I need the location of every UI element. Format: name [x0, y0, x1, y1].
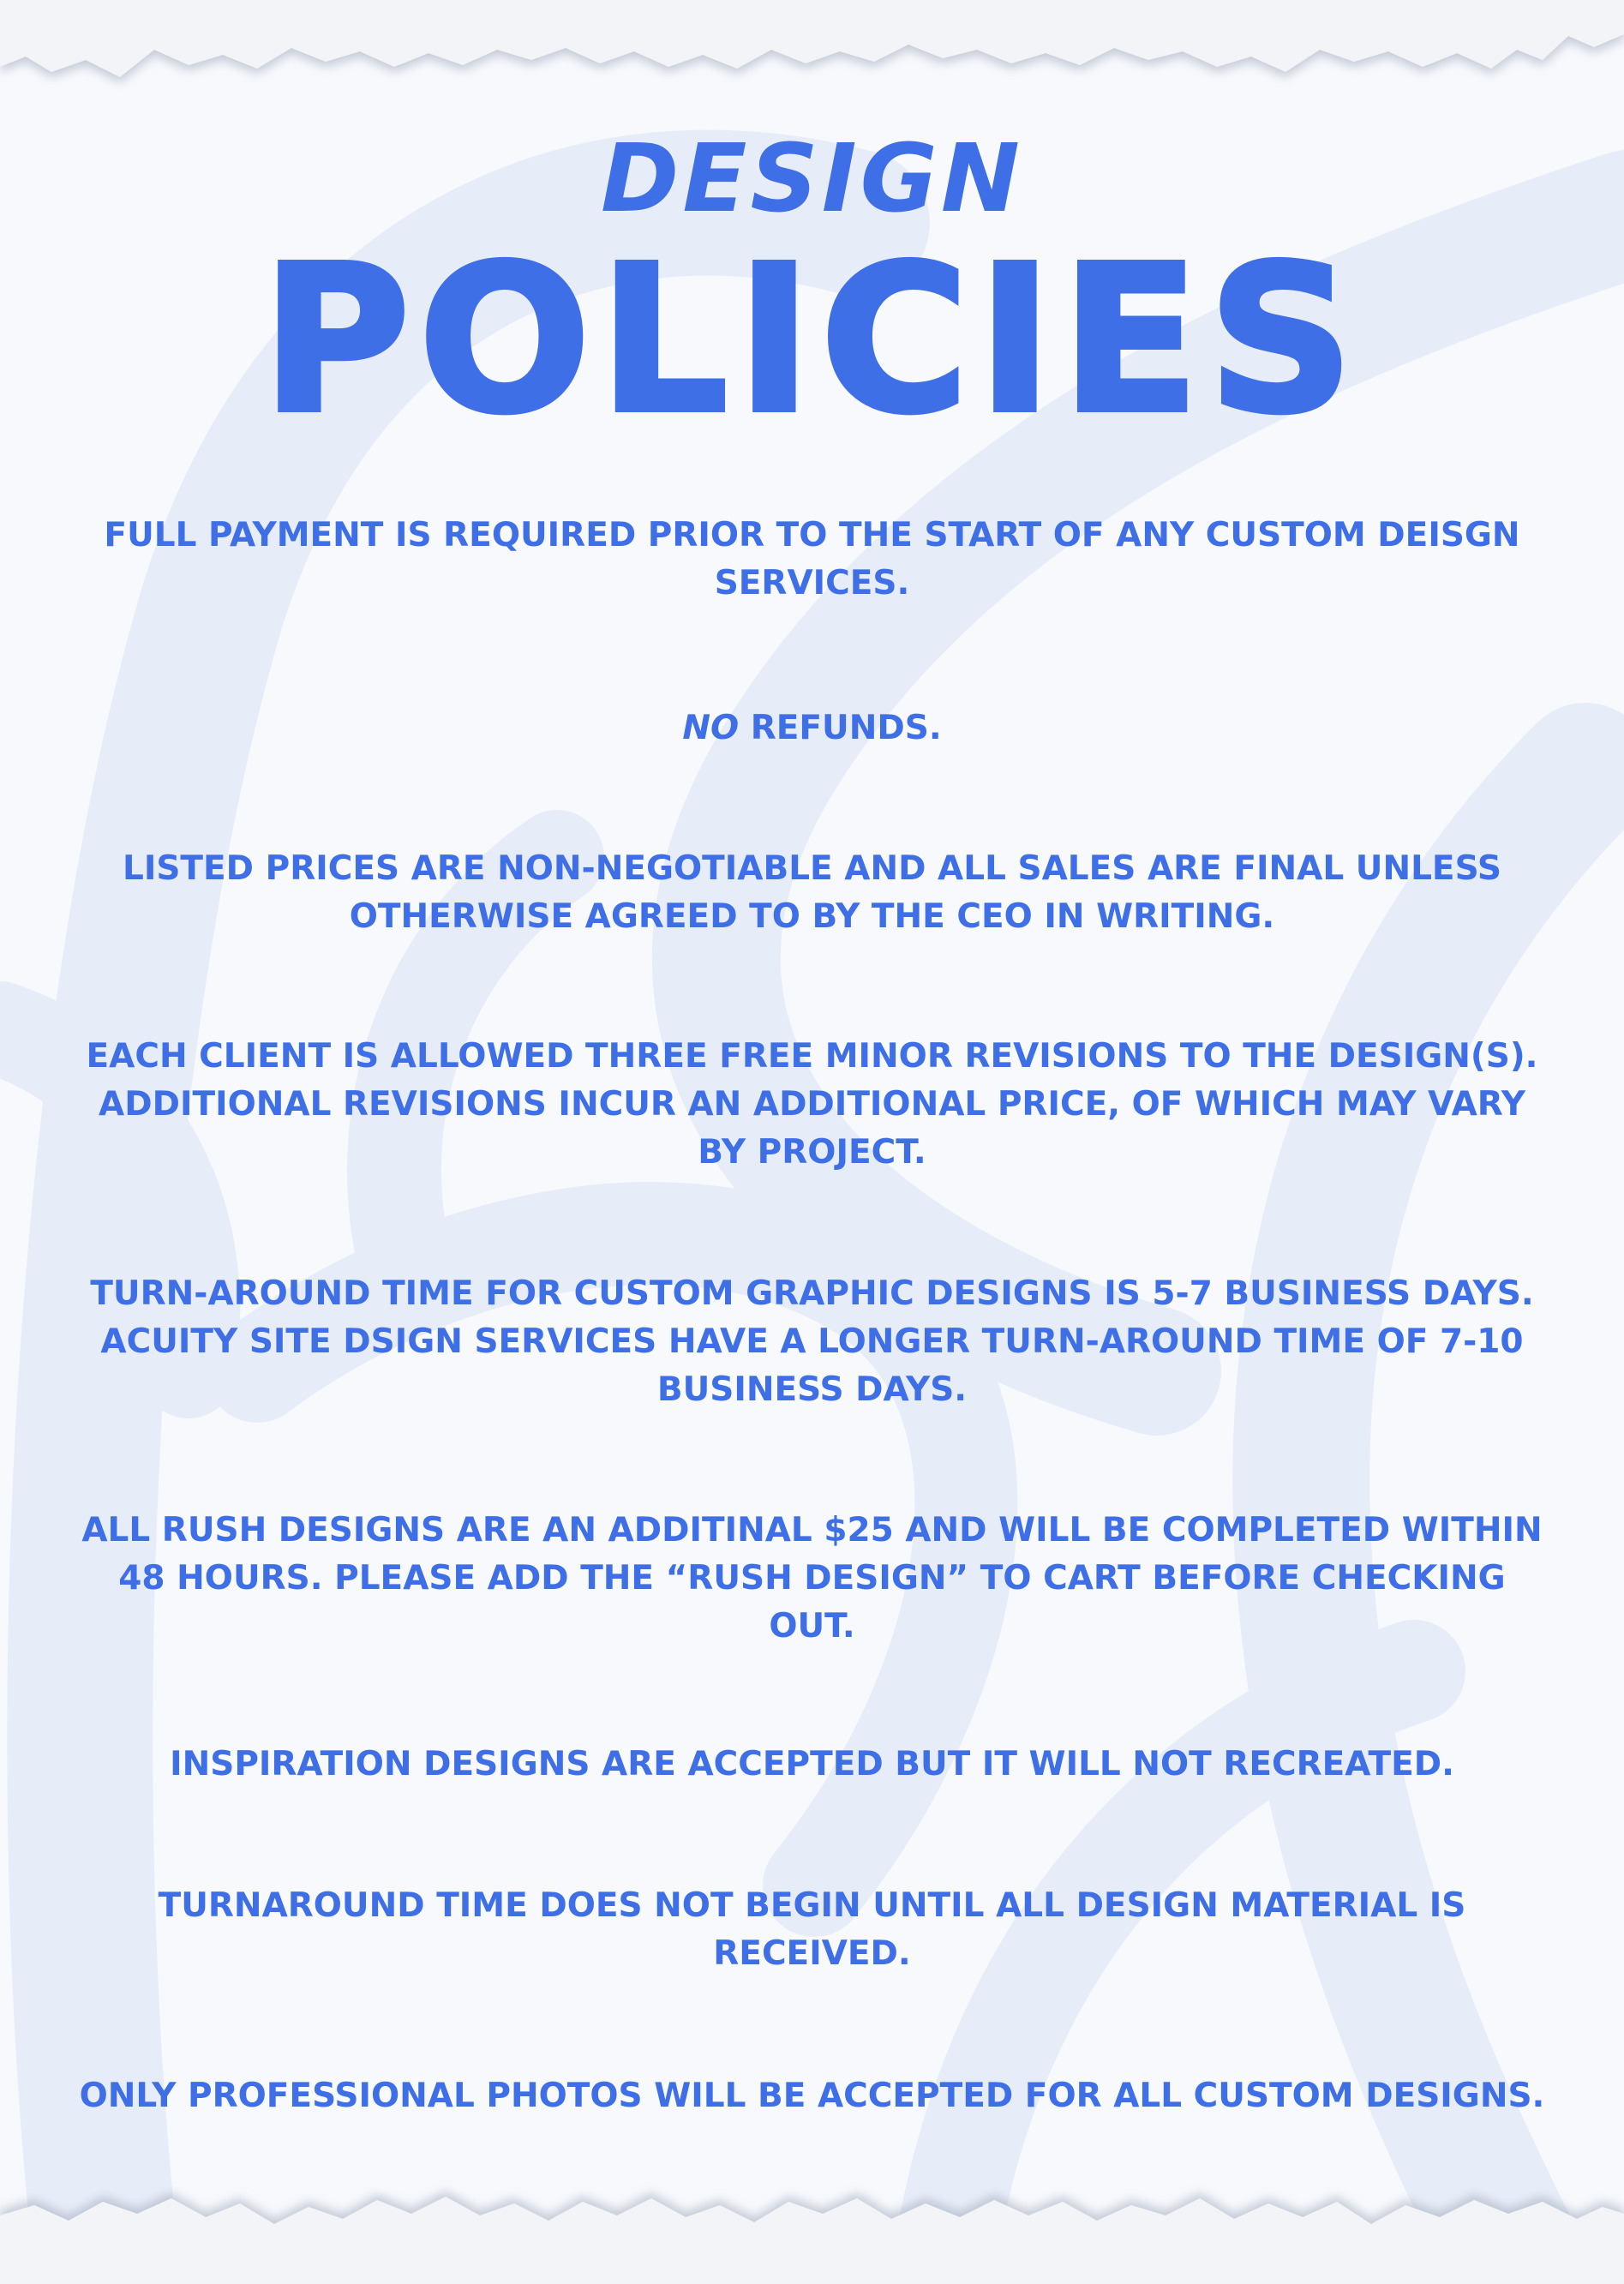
policy-text: TURNAROUND TIME DOES NOT BEGIN UNTIL ALL DESIGN MATERIAL IS RECEIVED. — [158, 1886, 1466, 1973]
policy-text: INSPIRATION DESIGNS ARE ACCEPTED BUT IT WILL NOT RECREATED. — [170, 1745, 1454, 1783]
policy-text: ONLY PROFESSIONAL PHOTOS WILL BE ACCEPTED FOR ALL CUSTOM DESIGNS. — [79, 2077, 1545, 2115]
policy-item-revisions — [77, 1033, 1547, 1177]
policy-item-refunds — [77, 704, 1547, 752]
policy-item-prices — [77, 845, 1547, 941]
policy-item-photos — [77, 2072, 1547, 2120]
policy-text: LISTED PRICES ARE NON-NEGOTIABLE AND ALL SALES ARE FINAL UNLESS OTHERWISE AGREED TO BY THE CEO IN WRITING. — [122, 849, 1502, 936]
policy-text: ALL RUSH DESIGNS ARE AN ADDITINAL $25 AND WILL BE COMPLETED WITHIN 48 HOURS. PLEASE ADD THE “RUSH DESIGN” TO CART BEFORE CHECKING OUT. — [81, 1511, 1543, 1646]
policy-item-turnaround — [77, 1270, 1547, 1414]
policy-item-inspiration — [77, 1741, 1547, 1789]
policy-emphasis: NO — [682, 709, 740, 747]
title-policies: POLICIES — [261, 222, 1363, 458]
policy-item-material — [77, 1882, 1547, 1978]
policy-text: EACH CLIENT IS ALLOWED THREE FREE MINOR REVISIONS TO THE DESIGN(S). ADDITIONAL REVISIONS INCUR AN ADDITIONAL PRICE, OF WHICH MAY VARY BY PROJECT. — [86, 1037, 1538, 1172]
policy-text: REFUNDS. — [739, 709, 942, 747]
policy-item-rush — [77, 1507, 1547, 1651]
title-design: DESIGN — [601, 123, 1023, 233]
policy-text: FULL PAYMENT IS REQUIRED PRIOR TO THE START OF ANY CUSTOM DEISGN SERVICES. — [104, 516, 1520, 602]
policies-list — [77, 0, 1547, 2284]
policy-item-payment — [77, 512, 1547, 608]
policy-text: TURN-AROUND TIME FOR CUSTOM GRAPHIC DESIGNS IS 5-7 BUSINESS DAYS. ACUITY SITE DSIGN SERVICES HAVE A LONGER TURN-AROUND TIME OF 7-10 BUSINESS DAYS. — [90, 1274, 1534, 1409]
